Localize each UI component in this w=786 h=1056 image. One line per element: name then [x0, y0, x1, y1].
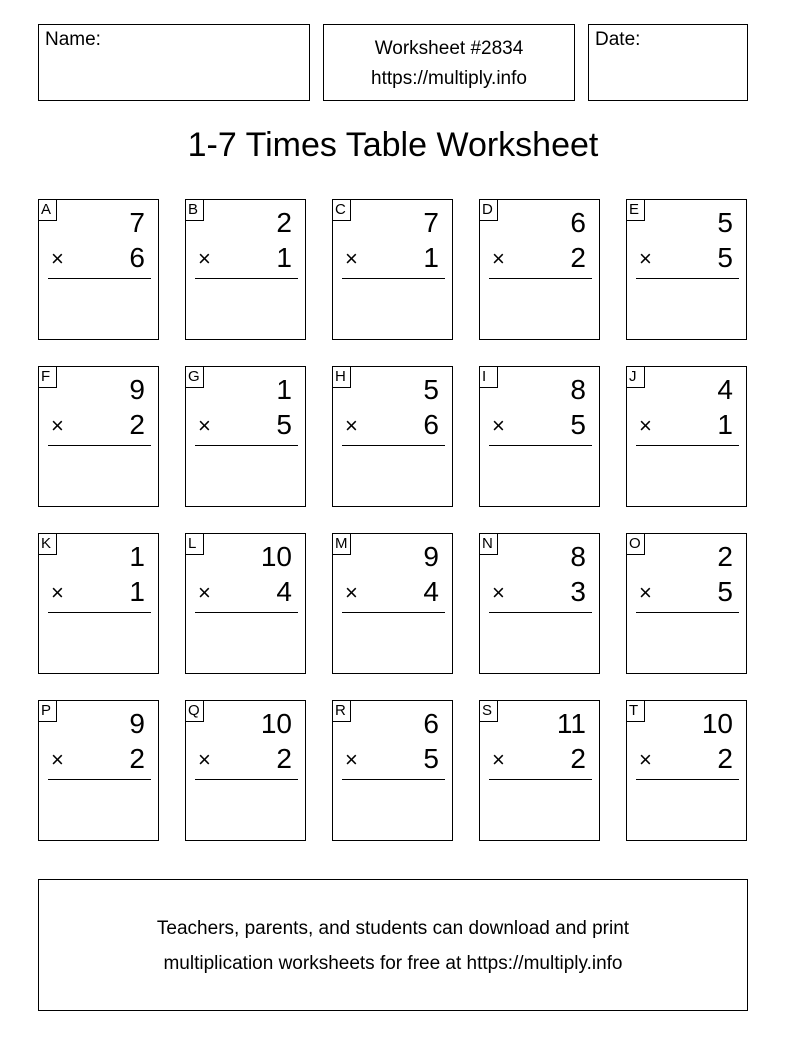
- problem-label: Q: [186, 701, 204, 722]
- problem-multiplier: 1: [717, 409, 733, 440]
- problem-multiplicand: 1: [129, 541, 145, 572]
- problem-multiplier: 4: [423, 576, 439, 607]
- times-icon: ×: [198, 246, 211, 271]
- times-icon: ×: [51, 747, 64, 772]
- problem-label: E: [627, 200, 645, 221]
- times-icon: ×: [639, 246, 652, 271]
- times-icon: ×: [345, 747, 358, 772]
- problem-multiplier: 6: [423, 409, 439, 440]
- problem-multiplier: 1: [276, 242, 292, 273]
- problem-label: K: [39, 534, 57, 555]
- problem-label: T: [627, 701, 645, 722]
- times-icon: ×: [639, 580, 652, 605]
- problem-box[interactable]: [332, 199, 453, 340]
- problem-multiplier: 2: [276, 743, 292, 774]
- times-icon: ×: [492, 580, 505, 605]
- problem-label: O: [627, 534, 645, 555]
- problem-multiplier: 3: [570, 576, 586, 607]
- footer-box: [38, 879, 748, 1011]
- problem-box[interactable]: [38, 366, 159, 507]
- problem-box[interactable]: [185, 199, 306, 340]
- answer-line: [342, 612, 445, 613]
- problem-label: I: [480, 367, 498, 388]
- problem-box[interactable]: [626, 199, 747, 340]
- problem-box[interactable]: [332, 533, 453, 674]
- problem-box[interactable]: [332, 366, 453, 507]
- answer-line: [489, 445, 592, 446]
- problem-box[interactable]: [479, 533, 600, 674]
- answer-line: [489, 278, 592, 279]
- problem-label: M: [333, 534, 351, 555]
- problem-multiplicand: 5: [717, 207, 733, 238]
- times-icon: ×: [345, 580, 358, 605]
- times-icon: ×: [639, 747, 652, 772]
- answer-line: [636, 779, 739, 780]
- problem-multiplier: 1: [129, 576, 145, 607]
- problem-multiplicand: 9: [129, 374, 145, 405]
- problem-multiplicand: 10: [260, 541, 292, 572]
- times-icon: ×: [198, 747, 211, 772]
- problem-box[interactable]: [185, 700, 306, 841]
- answer-line: [342, 278, 445, 279]
- problem-label: G: [186, 367, 204, 388]
- answer-line: [48, 278, 151, 279]
- date-field-box[interactable]: [588, 24, 748, 101]
- footer-line-1: Teachers, parents, and students can download and print: [156, 918, 630, 939]
- times-icon: ×: [51, 580, 64, 605]
- answer-line: [48, 612, 151, 613]
- problem-box[interactable]: [626, 700, 747, 841]
- problem-multiplicand: 5: [423, 374, 439, 405]
- answer-line: [195, 445, 298, 446]
- answer-line: [195, 612, 298, 613]
- page-title: 1-7 Times Table Worksheet: [187, 126, 599, 164]
- answer-line: [342, 445, 445, 446]
- problem-multiplier: 5: [276, 409, 292, 440]
- problem-multiplicand: 8: [570, 374, 586, 405]
- answer-line: [342, 779, 445, 780]
- problem-label: C: [333, 200, 351, 221]
- problem-label: R: [333, 701, 351, 722]
- problem-multiplier: 6: [129, 242, 145, 273]
- times-icon: ×: [639, 413, 652, 438]
- answer-line: [489, 779, 592, 780]
- problem-box[interactable]: [479, 700, 600, 841]
- problem-label: P: [39, 701, 57, 722]
- answer-line: [636, 278, 739, 279]
- problem-multiplicand: 8: [570, 541, 586, 572]
- worksheet-id: Worksheet #2834: [374, 38, 524, 59]
- problem-multiplicand: 7: [129, 207, 145, 238]
- times-icon: ×: [198, 413, 211, 438]
- answer-line: [195, 278, 298, 279]
- problem-multiplicand: 2: [276, 207, 292, 238]
- problem-multiplier: 2: [717, 743, 733, 774]
- times-icon: ×: [492, 413, 505, 438]
- problem-multiplier: 5: [717, 242, 733, 273]
- name-label: Name:: [45, 29, 101, 50]
- date-label: Date:: [595, 29, 641, 50]
- problem-box[interactable]: [185, 366, 306, 507]
- answer-line: [636, 612, 739, 613]
- problem-multiplicand: 4: [717, 374, 733, 405]
- problem-label: D: [480, 200, 498, 221]
- answer-line: [48, 445, 151, 446]
- problem-multiplier: 2: [129, 743, 145, 774]
- problem-box[interactable]: [479, 366, 600, 507]
- times-icon: ×: [51, 413, 64, 438]
- problem-multiplicand: 6: [423, 708, 439, 739]
- times-icon: ×: [345, 413, 358, 438]
- problem-box[interactable]: [332, 700, 453, 841]
- problem-label: J: [627, 367, 645, 388]
- answer-line: [48, 779, 151, 780]
- answer-line: [489, 612, 592, 613]
- problem-box[interactable]: [626, 533, 747, 674]
- answer-line: [636, 445, 739, 446]
- problem-label: S: [480, 701, 498, 722]
- problem-multiplier: 2: [570, 743, 586, 774]
- problem-label: H: [333, 367, 351, 388]
- problem-multiplicand: 10: [260, 708, 292, 739]
- name-field-box[interactable]: [38, 24, 310, 101]
- problem-box[interactable]: [479, 199, 600, 340]
- problem-label: F: [39, 367, 57, 388]
- problem-multiplicand: 10: [701, 708, 733, 739]
- problem-label: A: [39, 200, 57, 221]
- problem-multiplier: 2: [570, 242, 586, 273]
- problem-label: L: [186, 534, 204, 555]
- problem-multiplicand: 7: [423, 207, 439, 238]
- answer-line: [195, 779, 298, 780]
- problem-box[interactable]: [185, 533, 306, 674]
- problem-multiplier: 5: [717, 576, 733, 607]
- problem-multiplier: 5: [570, 409, 586, 440]
- problem-multiplicand: 11: [556, 708, 586, 739]
- times-icon: ×: [492, 246, 505, 271]
- problem-multiplicand: 6: [570, 207, 586, 238]
- problem-label: B: [186, 200, 204, 221]
- problem-box[interactable]: [38, 533, 159, 674]
- problem-multiplier: 1: [423, 242, 439, 273]
- problem-multiplicand: 1: [276, 374, 292, 405]
- site-url: https://multiply.info: [371, 68, 527, 89]
- problem-box[interactable]: [38, 700, 159, 841]
- problem-box[interactable]: [38, 199, 159, 340]
- problem-label: N: [480, 534, 498, 555]
- problem-box[interactable]: [626, 366, 747, 507]
- problem-multiplicand: 9: [129, 708, 145, 739]
- problem-multiplicand: 9: [423, 541, 439, 572]
- problem-multiplier: 4: [276, 576, 292, 607]
- problem-multiplicand: 2: [717, 541, 733, 572]
- worksheet-info-box: [323, 24, 575, 101]
- problem-multiplier: 2: [129, 409, 145, 440]
- times-icon: ×: [492, 747, 505, 772]
- problem-multiplier: 5: [423, 743, 439, 774]
- times-icon: ×: [51, 246, 64, 271]
- times-icon: ×: [198, 580, 211, 605]
- footer-line-2: multiplication worksheets for free at https://multiply.info: [163, 953, 623, 974]
- times-icon: ×: [345, 246, 358, 271]
